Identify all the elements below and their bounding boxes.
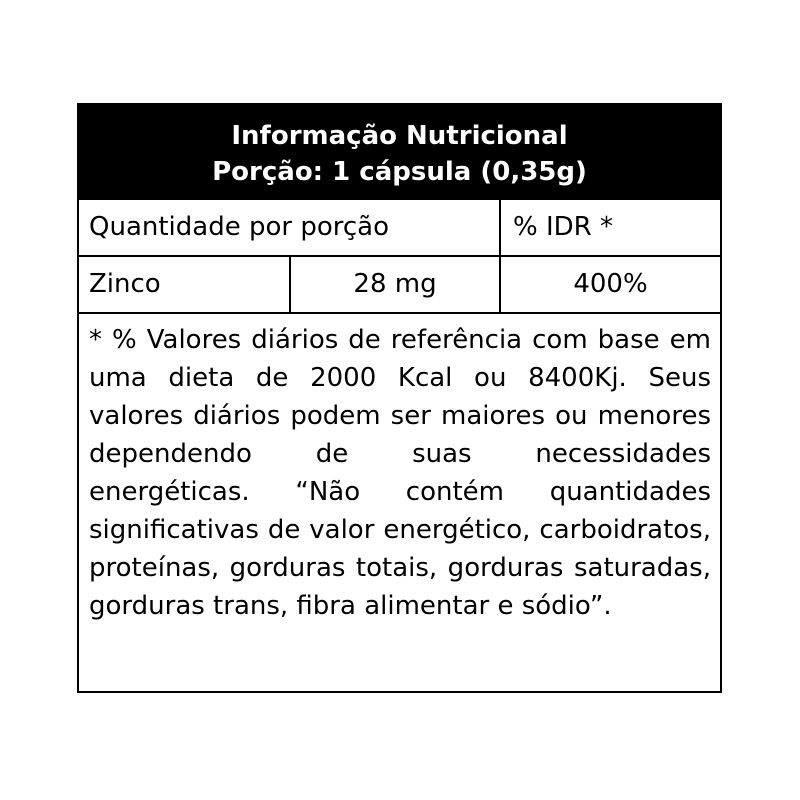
quantity-per-serving-label: Quantidade por porção (89, 212, 390, 242)
nutrition-header (79, 105, 720, 200)
column-header-row (79, 200, 720, 257)
nutrition-title: Informação Nutricional (231, 121, 568, 151)
nutrient-idr-percent: 400% (499, 257, 720, 312)
table-row (79, 257, 720, 314)
nutrition-facts-panel (77, 103, 722, 693)
nutrient-amount: 28 mg (289, 257, 499, 312)
serving-size: Porção: 1 cápsula (0,35g) (212, 157, 587, 187)
nutrient-name: Zinco (89, 269, 161, 299)
idr-label: % IDR * (499, 200, 720, 255)
footnote-text: * % Valores diários de referência com base em uma dieta de 2000 Kcal ou 8400Kj. Seus valores diários podem ser maiores ou menores dependendo de suas necessidades energéticas. “Não contém quantidades significativas de valor energético, carboidratos, proteínas, gorduras totais, gorduras saturadas, gorduras trans, fibra alimentar e sódio”. (89, 325, 711, 621)
